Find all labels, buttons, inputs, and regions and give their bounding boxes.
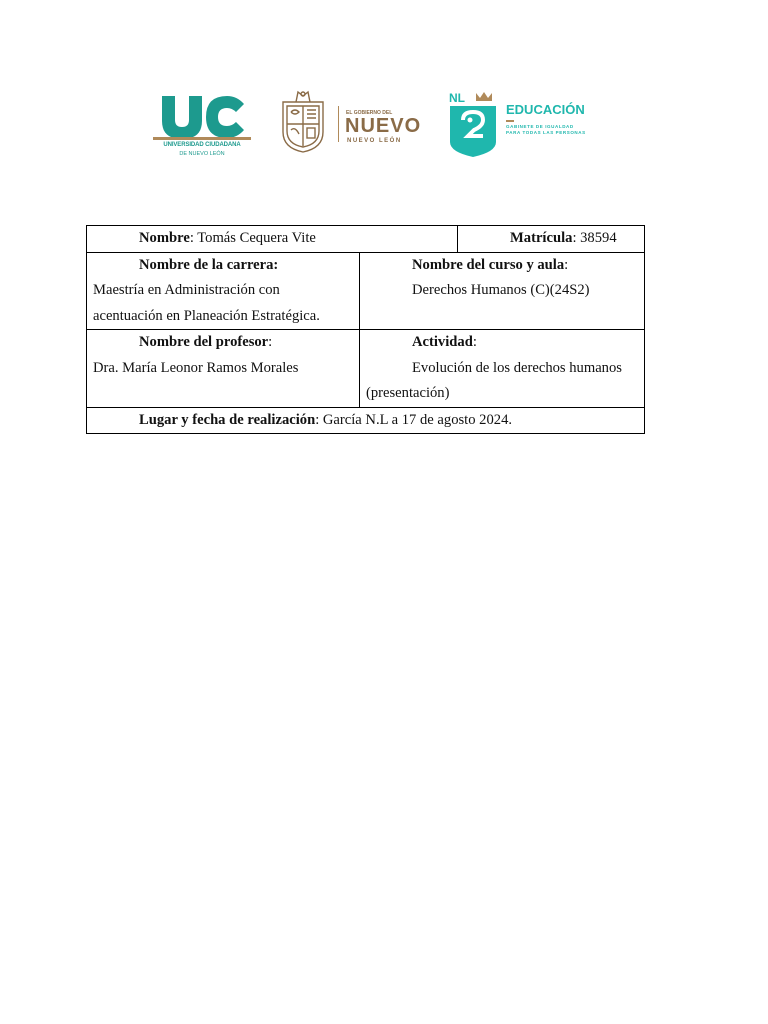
actividad-line2: (presentación)	[366, 385, 450, 401]
table-row	[87, 407, 645, 434]
nombre-value: : Tomás Cequera Vite	[189, 230, 316, 246]
uc-logo-rule	[153, 137, 251, 140]
matricula-value: : 38594	[572, 230, 617, 246]
actividad-cell	[360, 330, 645, 408]
lugar-value: : García N.L a 17 de agosto 2024.	[315, 411, 513, 428]
profesor-label: Nombre del profesor	[139, 334, 269, 350]
nl-educacion-logo	[448, 90, 608, 160]
curso-field	[366, 253, 568, 279]
svg-text:NL: NL	[449, 91, 465, 105]
carrera-line2: acentuación en Planeación Estratégica.	[93, 307, 320, 324]
coat-of-arms-icon	[278, 88, 328, 154]
educacion-subtitle-line1: GABINETE DE IGUALDAD	[506, 124, 574, 129]
carrera-line1: Maestría en Administración con	[93, 282, 280, 298]
table-row	[87, 252, 645, 330]
actividad-line1: Evolución de los derechos humanos	[412, 359, 622, 376]
uc-logo	[150, 94, 254, 164]
curso-value-line	[366, 278, 638, 304]
carrera-cell	[87, 252, 360, 330]
profesor-colon: :	[268, 334, 273, 350]
nombre-label: Nombre	[139, 230, 190, 246]
nl-badge-icon	[448, 90, 498, 158]
actividad-label: Actividad	[412, 334, 473, 350]
lugar-cell	[87, 407, 645, 434]
spacer	[366, 304, 638, 330]
header-logos	[150, 88, 610, 168]
actividad-line1-wrap	[366, 356, 638, 382]
curso-cell	[360, 252, 645, 330]
table-row	[87, 330, 645, 408]
lugar-label: Lugar y fecha de realización	[139, 411, 316, 428]
curso-value: Derechos Humanos (C)(24S2)	[412, 282, 590, 298]
nombre-field	[93, 226, 316, 252]
gobierno-main-text: NUEVO	[345, 115, 422, 137]
curso-colon: :	[564, 256, 569, 273]
actividad-field	[366, 330, 477, 356]
gobierno-top-text: EL GOBIERNO DEL	[346, 110, 393, 116]
matricula-cell	[458, 226, 645, 253]
student-info-table	[86, 225, 645, 434]
matricula-label: Matrícula	[510, 230, 573, 246]
educacion-subtitle-line2: PARA TODAS LAS PERSONAS	[506, 130, 586, 135]
actividad-colon: :	[472, 334, 477, 350]
gobierno-nuevo-leon-logo	[278, 88, 428, 168]
gobierno-sub-text: NUEVO LEÓN	[347, 138, 402, 144]
gobierno-divider	[338, 106, 339, 142]
uc-logo-name: UNIVERSIDAD CIUDADANA	[163, 142, 241, 148]
nombre-cell	[87, 226, 458, 253]
table-row	[87, 226, 645, 253]
educacion-rule	[506, 120, 514, 122]
educacion-title: EDUCACIÓN	[506, 102, 585, 117]
uc-logo-subtitle: DE NUEVO LEÓN	[179, 151, 225, 157]
profesor-cell	[87, 330, 360, 408]
profesor-field	[93, 330, 272, 356]
carrera-label: Nombre de la carrera:	[139, 256, 279, 273]
matricula-field	[464, 226, 617, 252]
lugar-field	[93, 408, 512, 434]
curso-label: Nombre del curso y aula	[412, 256, 565, 273]
profesor-value: Dra. María Leonor Ramos Morales	[93, 359, 299, 376]
uc-logo-mark	[158, 94, 246, 140]
